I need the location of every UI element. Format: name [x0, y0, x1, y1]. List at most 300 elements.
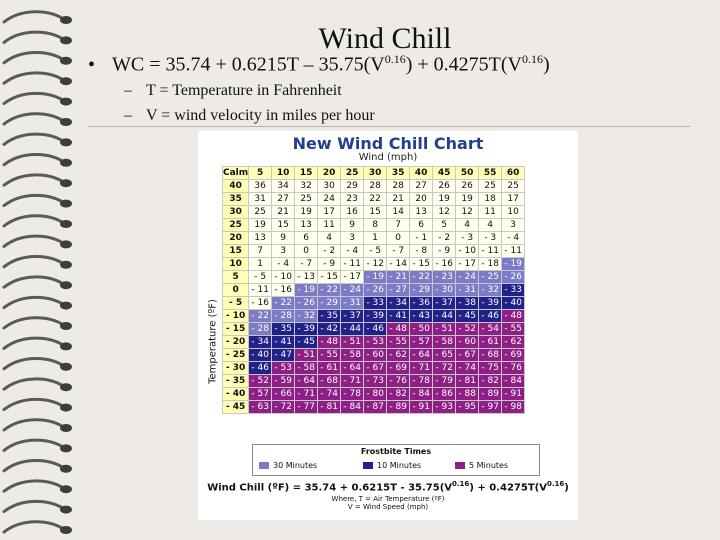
temperature-cell: - 35 [223, 375, 249, 388]
temperature-cell: 40 [223, 180, 249, 193]
wind-chill-cell: - 17 [456, 258, 479, 271]
wind-chill-cell: - 16 [272, 284, 295, 297]
wind-chill-cell: - 46 [479, 310, 502, 323]
spiral-hole [60, 363, 72, 371]
wind-chill-cell: - 45 [456, 310, 479, 323]
wind-header-cell: 10 [272, 167, 295, 180]
wind-chill-cell: - 3 [479, 232, 502, 245]
wind-chill-cell: - 14 [387, 258, 410, 271]
wind-chill-cell: 12 [433, 206, 456, 219]
wind-chill-cell: - 11 [249, 284, 272, 297]
wind-chill-cell: - 22 [318, 284, 341, 297]
wind-chill-cell: - 38 [456, 297, 479, 310]
wind-chill-cell: - 64 [341, 362, 364, 375]
wind-chill-cell: 7 [249, 245, 272, 258]
temperature-cell: - 15 [223, 323, 249, 336]
wind-chill-cell: - 74 [456, 362, 479, 375]
wind-chill-cell: - 81 [318, 401, 341, 414]
wind-chill-cell: 13 [249, 232, 272, 245]
calm-header-cell: Calm [223, 167, 249, 178]
wind-chill-cell: - 61 [318, 362, 341, 375]
wind-chill-cell: - 69 [387, 362, 410, 375]
wind-chill-cell: 4 [479, 219, 502, 232]
legend-swatch [455, 462, 465, 469]
wind-chill-cell: - 36 [410, 297, 433, 310]
wind-chill-cell: - 71 [341, 375, 364, 388]
wind-chill-cell: - 7 [387, 245, 410, 258]
chart-formula-text-end: ) [564, 482, 569, 494]
wind-chill-cell: - 32 [295, 310, 318, 323]
wind-chill-cell: 20 [410, 193, 433, 206]
table-row [223, 219, 525, 232]
legend-swatch [259, 462, 269, 469]
wind-header-cell: 25 [341, 167, 364, 180]
wind-header-cell: 15 [295, 167, 318, 180]
slide-title: Wind Chill [318, 22, 452, 55]
spiral-hole [60, 77, 72, 85]
wind-chill-cell: 1 [249, 258, 272, 271]
wind-header-cell: 40 [410, 167, 433, 180]
wind-chill-cell: 6 [410, 219, 433, 232]
wind-header-cell: 30 [364, 167, 387, 180]
wind-chill-cell: - 21 [387, 271, 410, 284]
spiral-hole [60, 383, 72, 391]
wind-chill-cell: 17 [318, 206, 341, 219]
wind-chill-cell: - 60 [364, 349, 387, 362]
wind-chill-cell: - 73 [364, 375, 387, 388]
spiral-ring [4, 420, 62, 430]
wind-chill-cell: - 34 [387, 297, 410, 310]
table-row [223, 232, 525, 245]
wind-chill-cell: - 51 [295, 349, 318, 362]
spiral-ring [4, 73, 62, 83]
wind-chill-cell: - 89 [387, 401, 410, 414]
wind-chill-cell: 13 [410, 206, 433, 219]
wind-chill-cell: - 58 [295, 362, 318, 375]
wind-chill-cell: - 32 [479, 284, 502, 297]
wind-chill-cell: - 54 [479, 323, 502, 336]
wind-chill-cell: - 41 [387, 310, 410, 323]
wind-chill-cell: 15 [364, 206, 387, 219]
wind-chill-cell: - 64 [410, 349, 433, 362]
wind-chill-cell: - 63 [249, 401, 272, 414]
wind-chill-cell: - 29 [318, 297, 341, 310]
spiral-hole [60, 281, 72, 289]
wind-chill-cell: - 37 [341, 310, 364, 323]
wind-chill-cell: - 12 [364, 258, 387, 271]
temperature-cell: - 10 [223, 310, 249, 323]
sub-bullet-dash: – [124, 107, 132, 124]
temperature-cell: - 25 [223, 349, 249, 362]
wind-chill-cell: - 26 [295, 297, 318, 310]
spiral-hole [60, 138, 72, 146]
spiral-ring [4, 216, 62, 226]
wind-chill-cell: - 9 [318, 258, 341, 271]
chart-formula-exponent: 0.16 [546, 480, 565, 488]
wind-chill-cell: - 4 [341, 245, 364, 258]
wind-chill-cell: - 39 [479, 297, 502, 310]
wind-chill-cell: - 93 [433, 401, 456, 414]
spiral-ring [4, 195, 62, 205]
wind-chill-cell: 19 [433, 193, 456, 206]
wind-chill-cell: - 84 [502, 375, 525, 388]
wind-chill-cell: 9 [341, 219, 364, 232]
wind-chill-cell: - 11 [341, 258, 364, 271]
temperature-cell: - 20 [223, 336, 249, 349]
wind-header-cell: 60 [502, 167, 525, 180]
spiral-ring [4, 359, 62, 369]
wind-chill-cell: - 33 [502, 284, 525, 297]
wind-chill-cell: - 28 [272, 310, 295, 323]
wind-chill-cell: - 26 [502, 271, 525, 284]
wind-chill-cell: 19 [295, 206, 318, 219]
wind-chill-cell: - 16 [433, 258, 456, 271]
spiral-hole [60, 220, 72, 228]
spiral-hole [60, 200, 72, 208]
wind-chill-cell: 27 [272, 193, 295, 206]
wind-chill-cell: 0 [387, 232, 410, 245]
wind-header-cell: 45 [433, 167, 456, 180]
spiral-hole [60, 444, 72, 452]
spiral-ring [4, 93, 62, 103]
spiral-hole [60, 98, 72, 106]
table-row [223, 258, 525, 271]
wind-chill-cell: 12 [456, 206, 479, 219]
wind-chill-cell: - 40 [249, 349, 272, 362]
table-row [223, 336, 525, 349]
wind-chill-chart-image [198, 131, 578, 520]
wind-chill-cell: - 91 [410, 401, 433, 414]
wind-chill-cell: - 22 [272, 297, 295, 310]
wind-chill-cell: - 84 [410, 388, 433, 401]
wind-chill-cell: - 39 [364, 310, 387, 323]
wind-chill-cell: - 11 [479, 245, 502, 258]
formula-exponent: 0.16 [384, 52, 406, 66]
legend-swatch [363, 462, 373, 469]
wind-chill-cell: 36 [249, 180, 272, 193]
table-row [223, 271, 525, 284]
table-row [223, 310, 525, 323]
formula-text-mid: ) + 0.4275T(V [405, 53, 522, 76]
wind-chill-cell: 13 [295, 219, 318, 232]
wind-chill-cell: - 16 [249, 297, 272, 310]
temperature-cell: 0 [223, 284, 249, 297]
formula-text: WC = 35.74 + 0.6215T – 35.75(V [112, 53, 385, 76]
table-row [223, 297, 525, 310]
wind-chill-cell: 24 [318, 193, 341, 206]
temperature-cell: 10 [223, 258, 249, 271]
wind-chill-cell: - 62 [502, 336, 525, 349]
wind-chill-cell: 8 [364, 219, 387, 232]
spiral-ring [4, 338, 62, 348]
temperature-cell: 35 [223, 193, 249, 206]
wind-chill-cell: - 15 [318, 271, 341, 284]
wind-chill-cell: - 52 [456, 323, 479, 336]
frostbite-legend [252, 444, 540, 476]
wind-chill-cell: 6 [295, 232, 318, 245]
wind-chill-cell: - 43 [410, 310, 433, 323]
wind-chill-cell: - 55 [318, 349, 341, 362]
wind-chill-cell: - 60 [456, 336, 479, 349]
wind-chill-cell: - 51 [341, 336, 364, 349]
temperature-cell: 5 [223, 271, 249, 284]
wind-chill-cell: - 74 [318, 388, 341, 401]
wind-chill-cell: - 65 [433, 349, 456, 362]
wind-chill-cell: - 91 [502, 388, 525, 401]
wind-chill-cell: - 7 [295, 258, 318, 271]
wind-chill-cell: 26 [433, 180, 456, 193]
wind-chill-cell: - 29 [410, 284, 433, 297]
wind-chill-cell: - 88 [456, 388, 479, 401]
wind-chill-cell: - 76 [502, 362, 525, 375]
spiral-hole [60, 526, 72, 534]
wind-chill-cell: - 61 [479, 336, 502, 349]
formula-exponent: 0.16 [522, 52, 543, 66]
spiral-binding [0, 0, 80, 540]
wind-chill-cell: - 15 [410, 258, 433, 271]
wind-chill-cell: 11 [318, 219, 341, 232]
wind-chill-cell: - 8 [410, 245, 433, 258]
table-row [223, 245, 525, 258]
wind-chill-cell: - 9 [433, 245, 456, 258]
wind-chill-cell: - 30 [433, 284, 456, 297]
table-row [223, 284, 525, 297]
wind-chill-cell: - 35 [318, 310, 341, 323]
table-row [223, 401, 525, 414]
table-row [223, 206, 525, 219]
wind-chill-cell: 3 [341, 232, 364, 245]
wind-chill-cell: 14 [387, 206, 410, 219]
wind-chill-cell: - 23 [433, 271, 456, 284]
wind-chill-cell: - 53 [272, 362, 295, 375]
divider-line [88, 126, 690, 127]
wind-chill-cell: - 87 [364, 401, 387, 414]
wind-chill-cell: 19 [456, 193, 479, 206]
wind-chill-cell: - 28 [249, 323, 272, 336]
spiral-ring [4, 114, 62, 124]
wind-chill-cell: - 68 [479, 349, 502, 362]
wind-chill-cell: 16 [341, 206, 364, 219]
chart-title: New Wind Chill Chart [292, 134, 484, 153]
spiral-ring [4, 134, 62, 144]
where-wind-speed: V = Wind Speed (mph) [347, 503, 429, 511]
wind-chill-cell: 21 [272, 206, 295, 219]
wind-chill-cell: - 64 [295, 375, 318, 388]
spiral-ring [4, 155, 62, 165]
wind-chill-cell: - 26 [364, 284, 387, 297]
wind-chill-cell: - 24 [341, 284, 364, 297]
bullet-dot: • [88, 53, 96, 76]
wind-chill-cell: 18 [479, 193, 502, 206]
wind-chill-cell: - 37 [433, 297, 456, 310]
spiral-ring [4, 379, 62, 389]
formula-text-end: ) [543, 53, 550, 76]
wind-chill-cell: - 48 [387, 323, 410, 336]
table-row [223, 388, 525, 401]
wind-chill-cell: 29 [341, 180, 364, 193]
wind-chill-cell: - 33 [364, 297, 387, 310]
wind-chill-cell: - 78 [341, 388, 364, 401]
wind-chill-cell: - 89 [479, 388, 502, 401]
spiral-ring [4, 399, 62, 409]
wind-chill-cell: - 82 [479, 375, 502, 388]
wind-chill-cell: - 71 [295, 388, 318, 401]
wind-chill-table [222, 166, 525, 414]
wind-chill-cell: 25 [249, 206, 272, 219]
wind-chill-cell: - 86 [433, 388, 456, 401]
spiral-ring [4, 236, 62, 246]
wind-chill-cell: 32 [295, 180, 318, 193]
wind-chill-cell: - 55 [387, 336, 410, 349]
wind-chill-cell: 28 [364, 180, 387, 193]
wind-chill-cell: - 22 [410, 271, 433, 284]
wind-chill-cell: 34 [272, 180, 295, 193]
wind-chill-cell: 15 [272, 219, 295, 232]
wind-chill-cell: - 22 [249, 310, 272, 323]
temperature-cell: 20 [223, 232, 249, 245]
wind-chill-cell: - 78 [410, 375, 433, 388]
temperature-cell: - 40 [223, 388, 249, 401]
wind-chill-cell: - 51 [433, 323, 456, 336]
wind-chill-cell: - 68 [318, 375, 341, 388]
chart-temperature-label: Temperature (ºF) [207, 299, 219, 384]
wind-chill-cell: - 31 [341, 297, 364, 310]
wind-chill-cell: - 67 [456, 349, 479, 362]
spiral-hole [60, 342, 72, 350]
wind-chill-cell: - 98 [502, 401, 525, 414]
sub-bullet-text: T = Temperature in Fahrenheit [146, 82, 342, 99]
wind-chill-cell: - 58 [433, 336, 456, 349]
wind-chill-cell: 3 [272, 245, 295, 258]
wind-chill-cell: - 4 [272, 258, 295, 271]
wind-chill-cell: 10 [502, 206, 525, 219]
wind-chill-cell: - 34 [249, 336, 272, 349]
table-row [223, 180, 525, 193]
wind-chill-cell: - 71 [410, 362, 433, 375]
wind-chill-cell: - 82 [387, 388, 410, 401]
wind-chill-cell: - 79 [433, 375, 456, 388]
frostbite-item-10 [363, 461, 421, 470]
spiral-hole [60, 322, 72, 330]
wind-chill-cell: - 77 [295, 401, 318, 414]
spiral-hole [60, 465, 72, 473]
wind-header-cell: 55 [479, 167, 502, 180]
table-row [223, 323, 525, 336]
wind-chill-cell: - 24 [456, 271, 479, 284]
wind-chill-cell: - 19 [502, 258, 525, 271]
temperature-cell: - 30 [223, 362, 249, 375]
spiral-hole [60, 57, 72, 65]
frostbite-title: Frostbite Times [360, 447, 432, 456]
chart-formula [198, 480, 578, 493]
wind-chill-cell: - 45 [295, 336, 318, 349]
wind-chill-cell: - 42 [318, 323, 341, 336]
temperature-cell: - 5 [223, 297, 249, 310]
spiral-ring [4, 12, 62, 22]
sub-bullet-dash: – [124, 82, 132, 99]
wind-chill-cell: 26 [456, 180, 479, 193]
legend-label: 30 Minutes [273, 461, 318, 470]
wind-chill-cell: - 72 [433, 362, 456, 375]
wind-chill-cell: - 10 [456, 245, 479, 258]
wind-chill-cell: 4 [456, 219, 479, 232]
spiral-hole [60, 404, 72, 412]
wind-chill-cell: - 19 [295, 284, 318, 297]
wind-chill-cell: - 3 [456, 232, 479, 245]
wind-chill-cell: 19 [249, 219, 272, 232]
spiral-hole [60, 240, 72, 248]
spiral-ring [4, 440, 62, 450]
wind-chill-cell: - 95 [456, 401, 479, 414]
wind-chill-cell: - 2 [433, 232, 456, 245]
frostbite-item-5 [455, 461, 508, 470]
spiral-hole [60, 424, 72, 432]
chart-formula-exponent: 0.16 [452, 480, 470, 488]
sub-bullet-temperature [124, 82, 342, 100]
wind-chill-cell: - 31 [456, 284, 479, 297]
wind-chill-cell: - 84 [341, 401, 364, 414]
wind-chill-cell: 7 [387, 219, 410, 232]
wind-chill-cell: 27 [410, 180, 433, 193]
wind-chill-cell: - 62 [387, 349, 410, 362]
legend-label: 10 Minutes [377, 461, 422, 470]
wind-chill-cell: - 55 [502, 323, 525, 336]
wind-chill-cell: - 46 [364, 323, 387, 336]
wind-chill-cell: - 46 [249, 362, 272, 375]
table-row [223, 375, 525, 388]
spiral-ring [4, 522, 62, 532]
temperature-cell: 25 [223, 219, 249, 232]
wind-chill-cell: - 17 [341, 271, 364, 284]
wind-chill-cell: - 58 [341, 349, 364, 362]
chart-wind-label: Wind (mph) [358, 152, 418, 163]
wind-chill-cell: - 66 [272, 388, 295, 401]
chart-formula-text-mid: ) + 0.4275T(V [469, 482, 547, 494]
wind-header-cell: 5 [249, 167, 272, 180]
wind-chill-cell: 5 [433, 219, 456, 232]
wind-chill-cell: 4 [318, 232, 341, 245]
wind-chill-cell: - 44 [341, 323, 364, 336]
wind-chill-cell: - 48 [318, 336, 341, 349]
chart-formula-text: Wind Chill (ºF) = 35.74 + 0.6215T - 35.75(V [207, 482, 453, 494]
wind-chill-cell: 25 [479, 180, 502, 193]
sub-bullet-text: V = wind velocity in miles per hour [146, 107, 375, 124]
wind-chill-cell: 31 [249, 193, 272, 206]
spiral-hole [60, 118, 72, 126]
wind-chill-cell: - 5 [249, 271, 272, 284]
spiral-ring [4, 318, 62, 328]
wind-chill-cell: - 2 [318, 245, 341, 258]
wind-chill-cell: 22 [364, 193, 387, 206]
wind-chill-cell: - 13 [295, 271, 318, 284]
wind-chill-cell: 25 [295, 193, 318, 206]
wind-chill-cell: 1 [364, 232, 387, 245]
wind-chill-cell: - 48 [502, 310, 525, 323]
spiral-ring [4, 277, 62, 287]
wind-chill-cell: - 47 [272, 349, 295, 362]
wind-chill-cell: - 81 [456, 375, 479, 388]
spiral-hole [60, 485, 72, 493]
wind-chill-cell: - 67 [364, 362, 387, 375]
wind-chill-cell: 3 [502, 219, 525, 232]
wind-chill-cell: - 11 [502, 245, 525, 258]
wind-chill-cell: 21 [387, 193, 410, 206]
wind-chill-cell: 28 [387, 180, 410, 193]
wind-chill-cell: - 41 [272, 336, 295, 349]
wind-header-cell: 20 [318, 167, 341, 180]
wind-chill-cell: - 80 [364, 388, 387, 401]
spiral-ring [4, 461, 62, 471]
